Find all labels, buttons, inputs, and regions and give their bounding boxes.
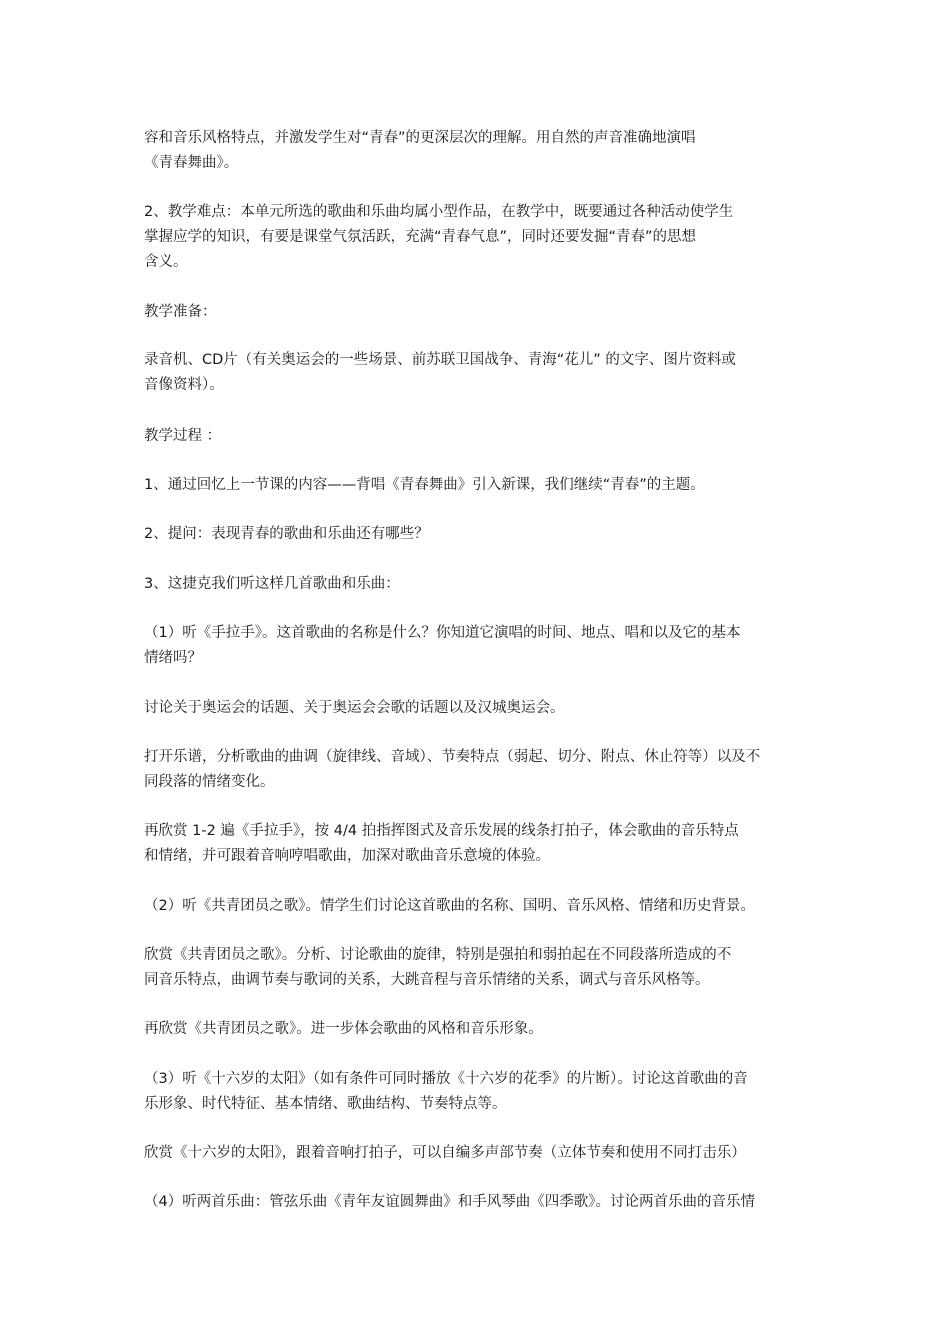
text-line: 同音乐特点，曲调节奏与歌词的关系，大跳音程与音乐情绪的关系，调式与音乐风格等。 bbox=[144, 972, 710, 988]
text-line: 含义。 bbox=[144, 254, 188, 270]
text-line: （2）听《共青团员之歌》。情学生们讨论这首歌曲的名称、国明、音乐风格、情绪和历史背景。 bbox=[144, 898, 755, 914]
heading-process bbox=[144, 424, 816, 449]
paragraph-item-1 bbox=[144, 621, 816, 671]
text-line: 1、通过回忆上一节课的内容——背唱《青春舞曲》引入新课，我们继续“青春”的主题。 bbox=[144, 477, 705, 493]
text-line: 容和音乐风格特点，并激发学生对“青春”的更深层次的理解。用自然的声音准确地演唱 bbox=[144, 130, 696, 146]
text-line: 同段落的情绪变化。 bbox=[144, 774, 275, 790]
text-line: 2、提问：表现青春的歌曲和乐曲还有哪些？ bbox=[144, 526, 429, 542]
text-line: 欣赏《十六岁的太阳》，跟着音响打拍子，可以自编多声部节奏（立体节奏和使用不同打击乐） bbox=[144, 1145, 746, 1161]
paragraph-discussion bbox=[144, 696, 816, 721]
paragraph-analysis bbox=[144, 745, 816, 795]
text-line: 掌握应学的知识，有要是课堂气氛活跃，充满“青春气息”，同时还要发掘“青春”的思想 bbox=[144, 229, 697, 245]
paragraph-key-point-continued bbox=[144, 126, 816, 176]
heading-preparation bbox=[144, 300, 816, 325]
text-line: 再欣赏《共青团员之歌》。进一步体会歌曲的风格和音乐形象。 bbox=[144, 1021, 543, 1037]
paragraph-appreciation-3 bbox=[144, 1141, 816, 1166]
paragraph-item-3 bbox=[144, 1067, 816, 1117]
text-line: 音像资料）。 bbox=[144, 377, 224, 393]
paragraph-step-2 bbox=[144, 522, 816, 547]
text-line: （4）听两首乐曲：管弦乐曲《青年友谊圆舞曲》和手风琴曲《四季歌》。讨论两首乐曲的音乐情 bbox=[144, 1194, 755, 1210]
text-line: （3）听《十六岁的太阳》（如有条件可同时播放《十六岁的花季》的片断）。讨论这首歌曲的音 bbox=[144, 1071, 748, 1087]
paragraph-item-4 bbox=[144, 1190, 816, 1215]
text-line: 《青春舞曲》。 bbox=[144, 155, 239, 171]
paragraph-materials bbox=[144, 348, 816, 398]
text-line: 教学过程 ： bbox=[144, 428, 222, 444]
text-line: 讨论关于奥运会的话题、关于奥运会会歌的话题以及汉城奥运会。 bbox=[144, 700, 565, 716]
paragraph-analysis-2 bbox=[144, 943, 816, 993]
text-line: 情绪吗？ bbox=[144, 650, 202, 666]
text-line: 打开乐谱，分析歌曲的曲调（旋律线、音域）、节奏特点（弱起、切分、附点、休止符等）以及不 bbox=[144, 749, 761, 765]
text-line: 3、这捷克我们听这样几首歌曲和乐曲： bbox=[144, 576, 400, 592]
text-line: 2、教学难点：本单元所选的歌曲和乐曲均属小型作品，在教学中，既要通过各种活动使学生 bbox=[144, 204, 734, 220]
text-line: 欣赏《共青团员之歌》。分析、讨论歌曲的旋律，特别是强拍和弱拍起在不同段落所造成的不 bbox=[144, 947, 732, 963]
text-line: 教学准备： bbox=[144, 304, 217, 320]
text-line: 乐形象、时代特征、基本情绪、歌曲结构、节奏特点等。 bbox=[144, 1096, 507, 1112]
paragraph-appreciation-2 bbox=[144, 1017, 816, 1042]
paragraph-step-1 bbox=[144, 473, 816, 498]
text-line: （1）听《手拉手》。这首歌曲的名称是什么？你知道它演唱的时间、地点、唱和以及它的基本 bbox=[144, 625, 741, 641]
paragraph-step-3 bbox=[144, 572, 816, 597]
text-line: 再欣赏 1-2 遍《手拉手》，按 4/4 拍指挥图式及音乐发展的线条打拍子，体会歌曲的音乐特点 bbox=[144, 823, 739, 839]
text-line: 录音机、CD片（有关奥运会的一些场景、前苏联卫国战争、青海“花儿” 的文字、图片资料或 bbox=[144, 352, 736, 368]
paragraph-appreciation bbox=[144, 819, 816, 869]
text-line: 和情绪，并可跟着音响哼唱歌曲，加深对歌曲音乐意境的体验。 bbox=[144, 848, 550, 864]
paragraph-difficulty bbox=[144, 200, 816, 275]
paragraph-item-2 bbox=[144, 894, 816, 919]
